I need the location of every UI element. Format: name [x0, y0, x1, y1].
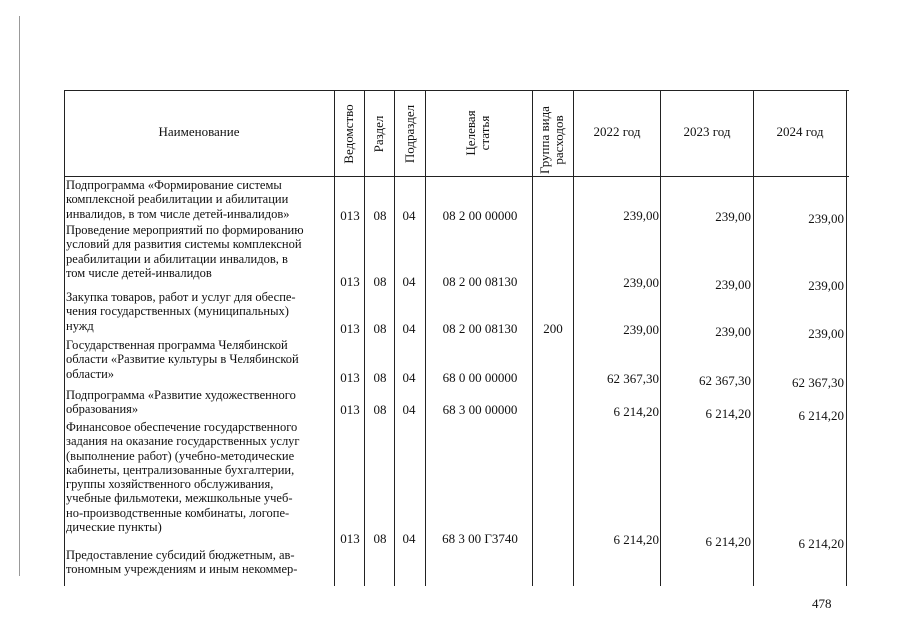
row-name-line: учебные фильмотеки, межшкольные учеб- [66, 491, 293, 506]
col-border [394, 90, 395, 586]
header-2022: 2022 год [593, 124, 641, 139]
cell-celevaya: 08 2 00 00000 [442, 208, 518, 223]
row-name-line: дические пункты) [66, 520, 162, 535]
cell-podrazdel: 04 [402, 370, 416, 385]
cell-2022: 6 214,20 [613, 532, 659, 547]
col-border [64, 90, 65, 586]
cell-2023: 6 214,20 [705, 406, 751, 421]
cell-celevaya: 68 0 00 00000 [442, 370, 518, 385]
header-bottom-border [64, 176, 849, 177]
cell-2024: 6 214,20 [798, 536, 844, 551]
col-border [532, 90, 533, 586]
row-name-line: Закупка товаров, работ и услуг для обеспе- [66, 290, 296, 304]
header-celevaya-statya [464, 88, 492, 178]
header-gruppa-line: Группа вида [537, 106, 552, 174]
cell-podrazdel: 04 [402, 274, 416, 289]
table-top-border [64, 90, 849, 91]
cell-vedomstvo: 013 [340, 274, 360, 289]
cell-vedomstvo: 013 [340, 321, 360, 336]
page-number: 478 [812, 596, 832, 611]
cell-razdel: 08 [373, 402, 387, 417]
row-name [66, 178, 332, 221]
cell-2022: 239,00 [623, 275, 659, 290]
row-name [66, 388, 332, 417]
row-name-line: условий для развития системы комплексной [66, 237, 302, 252]
row-name [66, 420, 332, 534]
cell-2022: 239,00 [623, 208, 659, 223]
row-name-line: чения государственных (муниципальных) [66, 304, 289, 319]
row-name-line: области» [66, 366, 115, 381]
cell-celevaya: 68 3 00 00000 [442, 402, 518, 417]
cell-2023: 6 214,20 [705, 534, 751, 549]
row-name [66, 548, 332, 577]
row-name-line: тономным учреждениям и иным некоммер- [66, 562, 298, 577]
row-name-line: нужд [66, 318, 94, 333]
row-name-line: комплексной реабилитации и абилитации [66, 192, 289, 207]
header-celevaya-line: Целевая [463, 110, 478, 156]
col-border [846, 90, 847, 586]
cell-2022: 62 367,30 [607, 371, 659, 386]
cell-vedomstvo: 013 [340, 208, 360, 223]
header-podrazdel: Подраздел [402, 104, 417, 164]
cell-2024: 6 214,20 [798, 408, 844, 423]
cell-2023: 239,00 [715, 209, 751, 224]
header-celevaya-line: статья [477, 115, 492, 151]
col-border [334, 90, 335, 586]
cell-2024: 239,00 [808, 211, 844, 226]
row-name-line: Финансовое обеспечение государственного [66, 420, 298, 434]
cell-razdel: 08 [373, 370, 387, 385]
cell-razdel: 08 [373, 531, 387, 546]
cell-razdel: 08 [373, 274, 387, 289]
cell-2023: 239,00 [715, 277, 751, 292]
row-name-line: образования» [66, 402, 139, 417]
row-name-line: Подпрограмма «Развитие художественного [66, 388, 296, 402]
col-border [753, 90, 754, 586]
cell-2024: 239,00 [808, 278, 844, 293]
cell-podrazdel: 04 [402, 208, 416, 223]
cell-2022: 239,00 [623, 322, 659, 337]
cell-2024: 239,00 [808, 326, 844, 341]
row-name-line: области «Развитие культуры в Челябинской [66, 352, 299, 367]
header-gruppa-rashodov [538, 95, 566, 185]
row-name-line: инвалидов, в том числе детей-инвалидов» [66, 206, 290, 221]
row-name [66, 338, 332, 381]
cell-podrazdel: 04 [402, 321, 416, 336]
cell-2024: 62 367,30 [792, 375, 844, 390]
cell-razdel: 08 [373, 321, 387, 336]
row-name-line: задания на оказание государственных услуг [66, 434, 300, 449]
cell-celevaya: 68 3 00 Г3740 [442, 531, 518, 546]
left-margin-line [19, 16, 20, 576]
cell-gruppa: 200 [543, 321, 563, 336]
col-border [573, 90, 574, 586]
row-name-line: Подпрограмма «Формирование системы [66, 178, 282, 192]
header-razdel: Раздел [371, 115, 386, 153]
col-border [660, 90, 661, 586]
row-name-line: реабилитации и абилитации инвалидов, в [66, 251, 288, 266]
cell-razdel: 08 [373, 208, 387, 223]
cell-celevaya: 08 2 00 08130 [442, 321, 518, 336]
cell-2022: 6 214,20 [613, 404, 659, 419]
cell-celevaya: 08 2 00 08130 [442, 274, 518, 289]
row-name-line: Предоставление субсидий бюджетным, ав- [66, 548, 295, 562]
header-name: Наименование [158, 124, 240, 139]
cell-vedomstvo: 013 [340, 370, 360, 385]
row-name-line: том числе детей-инвалидов [66, 265, 212, 280]
cell-2023: 239,00 [715, 324, 751, 339]
row-name [66, 290, 332, 333]
cell-podrazdel: 04 [402, 402, 416, 417]
header-2024: 2024 год [776, 124, 824, 139]
cell-vedomstvo: 013 [340, 402, 360, 417]
cell-vedomstvo: 013 [340, 531, 360, 546]
row-name-line: Государственная программа Челябинской [66, 338, 288, 352]
cell-podrazdel: 04 [402, 531, 416, 546]
row-name-line: но-производственные комбинаты, логопе- [66, 505, 290, 520]
row-name-line: Проведение мероприятий по формированию [66, 223, 304, 237]
col-border [425, 90, 426, 586]
row-name [66, 223, 332, 280]
row-name-line: (выполнение работ) (учебно-методические [66, 448, 295, 463]
row-name-line: кабинеты, централизованные бухгалтерии, [66, 462, 295, 477]
row-name-line: группы хозяйственного обслуживания, [66, 477, 274, 492]
header-gruppa-line: расходов [551, 115, 566, 165]
cell-2023: 62 367,30 [699, 373, 751, 388]
header-vedomstvo: Ведомство [341, 104, 356, 164]
header-2023: 2023 год [683, 124, 731, 139]
col-border [364, 90, 365, 586]
